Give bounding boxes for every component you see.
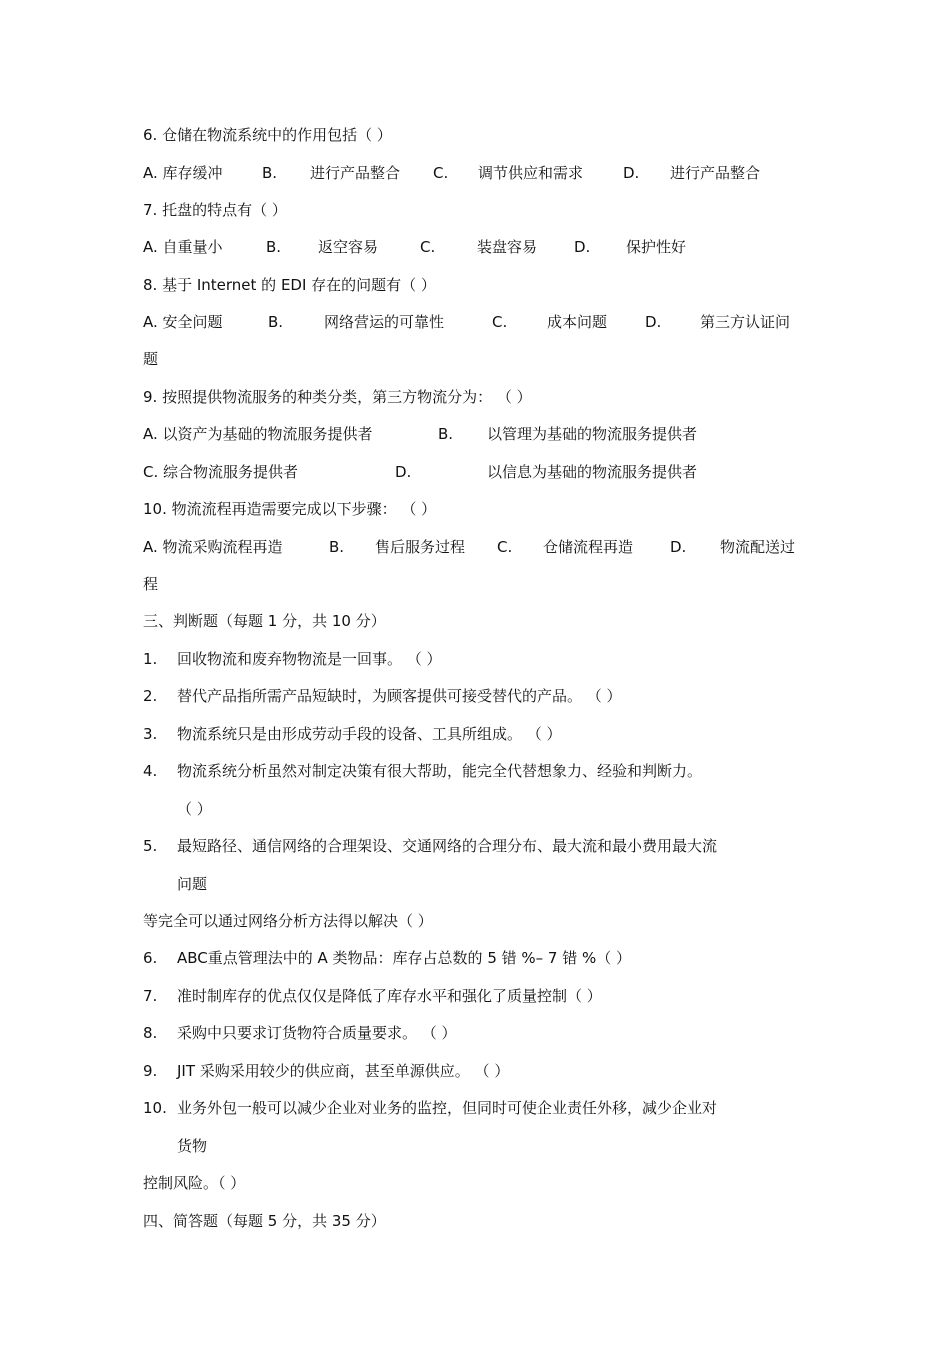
- question-6-option-c-letter: C.: [433, 164, 449, 182]
- judge-9-text: JIT 采购采用较少的供应商，甚至单源供应。 （ ）: [177, 1062, 510, 1080]
- question-6-option-d: 进行产品整合: [670, 164, 761, 182]
- judge-9-num: 9.: [143, 1062, 158, 1080]
- question-8-option-d: 第三方认证问: [700, 313, 791, 331]
- question-9-option-d: 以信息为基础的物流服务提供者: [487, 463, 698, 481]
- judge-10-tail: 控制风险。（ ）: [143, 1174, 246, 1192]
- judge-7-text: 准时制库存的优点仅仅是降低了库存水平和强化了质量控制（ ）: [177, 987, 602, 1005]
- question-8-option-b: 网络营运的可靠性: [324, 313, 445, 331]
- question-8-wrap: 题: [143, 350, 159, 368]
- question-7-option-d: 保护性好: [626, 238, 687, 256]
- judge-4-num: 4.: [143, 762, 158, 780]
- judge-8-num: 8.: [143, 1024, 158, 1042]
- judge-5-cont: 问题: [177, 875, 208, 893]
- judge-1-num: 1.: [143, 650, 158, 668]
- judge-3-num: 3.: [143, 725, 158, 743]
- question-8-option-c: 成本问题: [547, 313, 608, 331]
- question-10-stem: 10. 物流流程再造需要完成以下步骤： （ ）: [143, 500, 437, 518]
- judge-4-cont: （ ）: [177, 800, 212, 818]
- question-7-stem: 7. 托盘的特点有（ ）: [143, 201, 287, 219]
- question-10-option-a: A. 物流采购流程再造: [143, 538, 283, 556]
- judge-3-text: 物流系统只是由形成劳动手段的设备、工具所组成。 （ ）: [177, 725, 562, 743]
- judge-6-text: ABC重点管理法中的 A 类物品：库存占总数的 5 错 %– 7 错 %（ ）: [177, 949, 632, 967]
- question-6-option-d-letter: D.: [623, 164, 640, 182]
- question-10-option-c: 仓储流程再造: [543, 538, 634, 556]
- question-7-option-b-letter: B.: [266, 238, 282, 256]
- judge-10-cont: 货物: [177, 1137, 208, 1155]
- question-8-option-c-letter: C.: [492, 313, 508, 331]
- judge-1-text: 回收物流和废弃物物流是一回事。 （ ）: [177, 650, 442, 668]
- judge-10-num: 10.: [143, 1099, 167, 1117]
- question-7-option-c: 装盘容易: [477, 238, 538, 256]
- question-8-option-d-letter: D.: [645, 313, 662, 331]
- question-6-stem: 6. 仓储在物流系统中的作用包括（ ）: [143, 126, 392, 144]
- question-6-option-b: 进行产品整合: [310, 164, 401, 182]
- judge-6-num: 6.: [143, 949, 158, 967]
- question-9-option-c: C. 综合物流服务提供者: [143, 463, 299, 481]
- question-10-option-b: 售后服务过程: [375, 538, 466, 556]
- judge-5-text: 最短路径、通信网络的合理架设、交通网络的合理分布、最大流和最小费用最大流: [177, 837, 718, 855]
- question-10-option-c-letter: C.: [497, 538, 513, 556]
- judge-8-text: 采购中只要求订货物符合质量要求。 （ ）: [177, 1024, 457, 1042]
- judge-5-num: 5.: [143, 837, 158, 855]
- question-8-option-b-letter: B.: [268, 313, 284, 331]
- judge-10-text: 业务外包一般可以减少企业对业务的监控，但同时可使企业责任外移，减少企业对: [177, 1099, 718, 1117]
- question-8-stem: 8. 基于 Internet 的 EDI 存在的问题有（ ）: [143, 276, 436, 294]
- judge-5-tail: 等完全可以通过网络分析方法得以解决（ ）: [143, 912, 433, 930]
- judge-7-num: 7.: [143, 987, 158, 1005]
- question-9-option-a: A. 以资产为基础的物流服务提供者: [143, 425, 373, 443]
- question-10-option-d-letter: D.: [670, 538, 687, 556]
- question-9-stem: 9. 按照提供物流服务的种类分类，第三方物流分为： （ ）: [143, 388, 532, 406]
- question-9-option-d-letter: D.: [395, 463, 412, 481]
- question-9-option-b-letter: B.: [438, 425, 454, 443]
- question-10-wrap: 程: [143, 575, 159, 593]
- question-10-option-b-letter: B.: [329, 538, 345, 556]
- judge-2-text: 替代产品指所需产品短缺时，为顾客提供可接受替代的产品。 （ ）: [177, 687, 622, 705]
- question-6-option-a: A. 库存缓冲: [143, 164, 223, 182]
- section-4-heading: 四、简答题（每题 5 分，共 35 分）: [143, 1212, 386, 1230]
- question-7-option-c-letter: C.: [420, 238, 436, 256]
- question-7-option-a: A. 自重量小: [143, 238, 223, 256]
- section-3-heading: 三、判断题（每题 1 分，共 10 分）: [143, 612, 386, 630]
- question-10-option-d: 物流配送过: [720, 538, 796, 556]
- judge-2-num: 2.: [143, 687, 158, 705]
- question-7-option-b: 返空容易: [318, 238, 379, 256]
- judge-4-text: 物流系统分析虽然对制定决策有很大帮助，能完全代替想象力、经验和判断力。: [177, 762, 703, 780]
- question-9-option-b: 以管理为基础的物流服务提供者: [487, 425, 698, 443]
- question-7-option-d-letter: D.: [574, 238, 591, 256]
- question-8-option-a: A. 安全问题: [143, 313, 223, 331]
- question-6-option-b-letter: B.: [262, 164, 278, 182]
- question-6-option-c: 调节供应和需求: [478, 164, 584, 182]
